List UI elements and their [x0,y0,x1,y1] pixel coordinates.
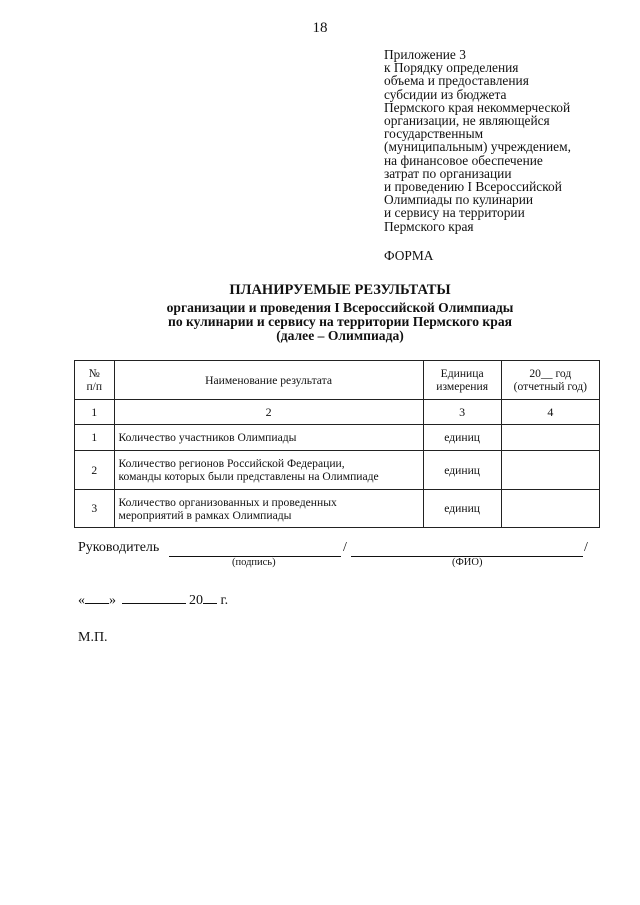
header-name: Наименование результата [114,361,423,400]
header-num-line2: п/п [86,380,103,393]
row-unit: единиц [423,451,501,490]
annex-line: Олимпиады по кулинарии [384,192,534,208]
year-blank[interactable] [203,603,217,604]
annex-line: к Порядку определения [384,60,519,76]
row-num: 3 [75,490,115,528]
day-blank[interactable] [85,603,109,604]
row-name-line2: команды которых были представлены на Олимпиаде [118,470,379,483]
fio-slash: / [584,540,588,555]
annex-line: и сервису на территории [384,205,525,221]
annex-header [384,48,624,233]
header-year-line2: (отчетный год) [513,380,588,393]
month-blank[interactable] [122,603,186,604]
row-name [114,451,423,490]
annex-line: на финансовое обеспечение [384,152,543,168]
table-row [75,490,600,528]
row-name-line1: Количество организованных и проведенных [118,495,337,509]
annex-line: Пермского края [384,218,474,234]
date-line [78,593,228,609]
date-open-quote: « [78,593,85,608]
annex-line: Пермского края некоммерческой [384,99,571,115]
table-row [75,451,600,490]
column-number: 3 [423,400,501,425]
signature-caption: (подпись) [232,557,276,568]
annex-line: государственным [384,126,484,142]
column-number-row [75,400,600,425]
date-close-quote: » [109,593,116,608]
row-name-line1: Количество регионов Российской Федерации, [118,457,345,470]
stamp-place: М.П. [78,630,108,645]
row-name [114,490,423,528]
date-suffix: г. [220,593,229,608]
annex-line: и проведению I Всероссийской [384,179,562,195]
table-header-row [75,361,600,400]
row-unit: единиц [423,425,501,451]
row-value[interactable] [501,490,599,528]
annex-line: организации, не являющейся [384,113,550,129]
signature-slash: / [343,540,347,555]
row-value[interactable] [501,451,599,490]
document-subtitle [0,301,640,343]
subtitle-line: по кулинарии и сервису на территории Пермского края [168,314,512,329]
annex-line: Приложение 3 [384,47,466,62]
row-num: 2 [75,451,115,490]
signature-label: Руководитель [78,540,160,555]
column-number: 1 [75,400,115,425]
header-unit-line2: измерения [436,380,489,393]
annex-line: объема и предоставления [384,73,529,89]
header-num [75,361,115,400]
row-unit: единиц [423,490,501,528]
subtitle-line: (далее – Олимпиада) [276,328,404,343]
date-year-prefix: 20 [189,593,203,608]
annex-line: субсидии из бюджета [384,86,507,102]
table-row [75,425,600,451]
header-unit-line1: Единица [440,367,484,380]
row-name-line1: Количество участников Олимпиады [118,431,297,444]
header-unit [423,361,501,400]
annex-line: (муниципальным) учреждением, [384,139,571,155]
results-table [74,360,600,528]
form-label: ФОРМА [384,248,434,263]
page-number: 18 [312,20,328,36]
document-title: ПЛАНИРУЕМЫЕ РЕЗУЛЬТАТЫ [229,282,451,298]
row-name [114,425,423,451]
header-year-line1: 20__ год [529,367,572,380]
row-num: 1 [75,425,115,451]
header-num-line1: № [88,367,100,380]
header-year [501,361,599,400]
row-value[interactable] [501,425,599,451]
row-name-line2: мероприятий в рамках Олимпиады [118,508,292,522]
column-number: 4 [501,400,599,425]
annex-line: затрат по организации [384,165,512,181]
fio-caption: (ФИО) [452,557,483,568]
column-number: 2 [114,400,423,425]
subtitle-line: организации и проведения I Всероссийской Олимпиады [166,300,514,315]
